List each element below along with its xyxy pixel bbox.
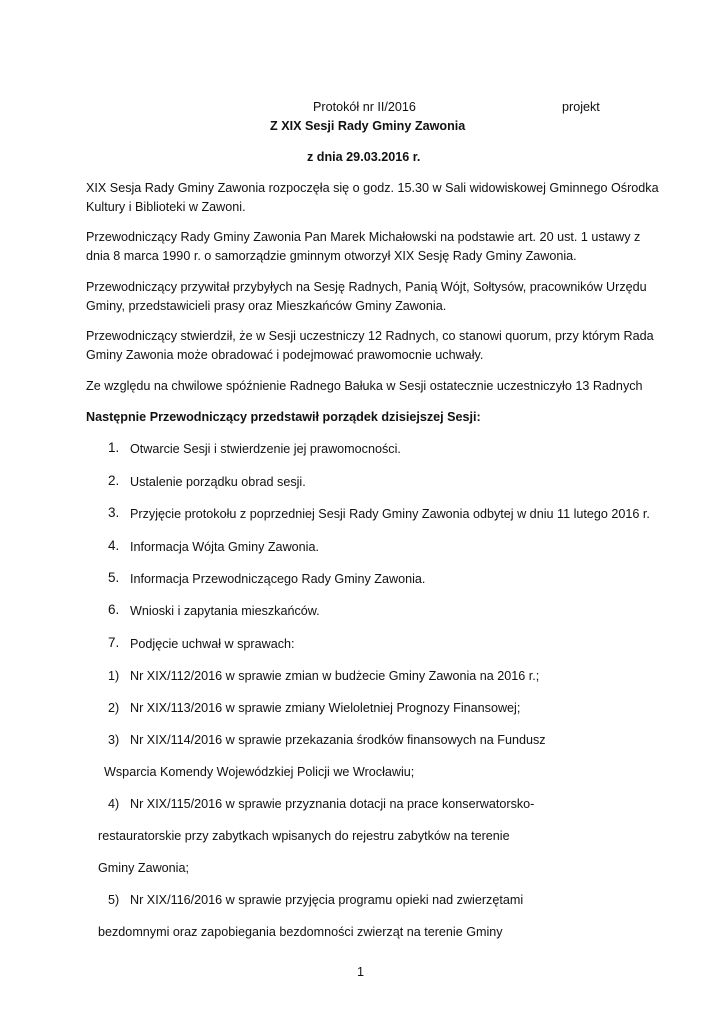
session-title: Z XIX Sesji Rady Gminy Zawonia [270, 119, 466, 133]
paragraph-opening-line-1: XIX Sesja Rady Gminy Zawonia rozpoczęła się o godz. 15.30 w Sali widowiskowej Gminnego Ośrodka [86, 181, 659, 195]
agenda-intro: Następnie Przewodniczący przedstawił porządek dzisiejszej Sesji: [86, 410, 481, 424]
agenda-item: Przyjęcie protokołu z poprzedniej Sesji Rady Gminy Zawonia odbytej w dniu 11 lutego 2016 r. [130, 507, 650, 521]
agenda-item: Otwarcie Sesji i stwierdzenie jej prawomocności. [130, 442, 401, 456]
paragraph-quorum-line-2: Gminy Zawonia może obradować i podejmować prawomocnie uchwały. [86, 348, 484, 362]
agenda-number: 5. [108, 570, 120, 585]
agenda-number: 4. [108, 538, 120, 553]
paragraph-welcome-line-2: Gminy, przedstawicieli prasy oraz Mieszkańców Gminy Zawonia. [86, 299, 447, 313]
protocol-title: Protokół nr II/2016 [313, 100, 416, 114]
resolution-number: 4) [108, 797, 120, 811]
paragraph-chairman-line-1: Przewodniczący Rady Gminy Zawonia Pan Marek Michałowski na podstawie art. 20 ust. 1 ustawy z [86, 230, 641, 244]
resolution-text-continued: Wsparcia Komendy Wojewódzkiej Policji we Wrocławiu; [104, 765, 415, 779]
resolution-number: 5) [108, 893, 120, 907]
agenda-item: Wnioski i zapytania mieszkańców. [130, 604, 320, 618]
paragraph-welcome-line-1: Przewodniczący przywitał przybyłych na Sesję Radnych, Panią Wójt, Sołtysów, pracowników Urzędu [86, 280, 647, 294]
resolution-number: 1) [108, 669, 120, 683]
paragraph-chairman-line-2: dnia 8 marca 1990 r. o samorządzie gminnym otworzył XIX Sesję Rady Gminy Zawonia. [86, 249, 577, 263]
paragraph-quorum-line-1: Przewodniczący stwierdził, że w Sesji uczestniczy 12 Radnych, co stanowi quorum, przy którym Rada [86, 329, 654, 343]
draft-label: projekt [562, 100, 600, 114]
resolution-text-continued: bezdomnymi oraz zapobiegania bezdomności zwierząt na terenie Gminy [98, 925, 503, 939]
resolution-text: Nr XIX/112/2016 w sprawie zmian w budżecie Gminy Zawonia na 2016 r.; [130, 669, 540, 683]
paragraph-attendance: Ze względu na chwilowe spóźnienie Radnego Bałuka w Sesji ostatecznie uczestniczyło 13 Radnych [86, 379, 643, 393]
agenda-item: Informacja Wójta Gminy Zawonia. [130, 540, 319, 554]
agenda-number: 6. [108, 602, 120, 617]
resolution-text: Nr XIX/116/2016 w sprawie przyjęcia programu opieki nad zwierzętami [130, 893, 524, 907]
agenda-item: Ustalenie porządku obrad sesji. [130, 475, 306, 489]
resolution-number: 2) [108, 701, 120, 715]
resolution-text: Nr XIX/113/2016 w sprawie zmiany Wieloletniej Prognozy Finansowej; [130, 701, 521, 715]
agenda-number: 2. [108, 473, 120, 488]
resolution-number: 3) [108, 733, 120, 747]
resolution-text-continued: Gminy Zawonia; [98, 861, 189, 875]
agenda-number: 7. [108, 635, 120, 650]
agenda-number: 1. [108, 440, 120, 455]
agenda-number: 3. [108, 505, 120, 520]
agenda-item: Podjęcie uchwał w sprawach: [130, 637, 295, 651]
resolution-text-continued: restauratorskie przy zabytkach wpisanych do rejestru zabytków na terenie [98, 829, 510, 843]
agenda-item: Informacja Przewodniczącego Rady Gminy Zawonia. [130, 572, 426, 586]
resolution-text: Nr XIX/115/2016 w sprawie przyznania dotacji na prace konserwatorsko- [130, 797, 535, 811]
paragraph-opening-line-2: Kultury i Biblioteki w Zawoni. [86, 200, 246, 214]
page-number: 1 [357, 965, 365, 979]
session-date: z dnia 29.03.2016 r. [307, 150, 421, 164]
resolution-text: Nr XIX/114/2016 w sprawie przekazania środków finansowych na Fundusz [130, 733, 546, 747]
